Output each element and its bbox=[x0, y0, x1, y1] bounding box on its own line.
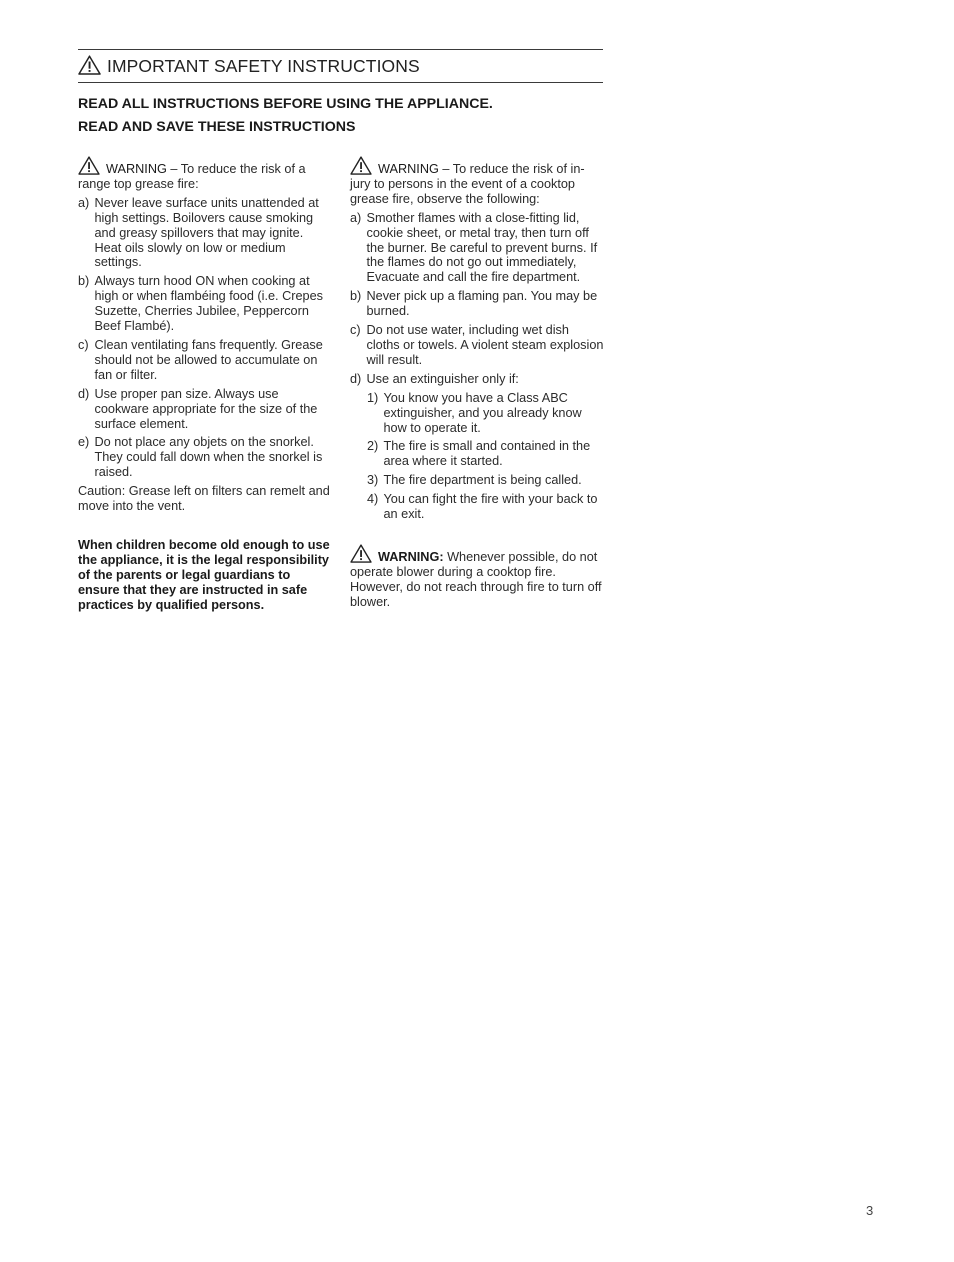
warning-label: WARNING: bbox=[378, 549, 444, 564]
item-label: c) bbox=[78, 337, 89, 352]
children-notice: When children become old enough to use the appliance, it is the legal responsibility of the parents or legal guardians to ensure that they are instructed in safe practices by qualified persons. bbox=[78, 537, 330, 612]
item-text: Never leave surface units unattended at high settings. Boilovers cause smoking and greasy spillovers that may ignite. Heat oils slowly on low or medium settings. bbox=[94, 195, 319, 270]
read-line-2: READ AND SAVE THESE INSTRUCTIONS bbox=[78, 119, 356, 135]
section-header bbox=[78, 49, 603, 83]
grease-fire-warning bbox=[78, 156, 332, 192]
sub-item-label: 3) bbox=[367, 473, 379, 488]
warning-triangle-icon bbox=[350, 156, 372, 175]
warning-text: – To reduce the risk of a range top grease fire: bbox=[78, 162, 306, 191]
item-label: c) bbox=[350, 323, 361, 338]
list-item bbox=[350, 323, 604, 368]
right-column bbox=[350, 156, 604, 614]
item-text: Clean ventilating fans frequently. Grease should not be allowed to accumulate on fan or filter. bbox=[94, 337, 323, 382]
read-instructions bbox=[78, 96, 638, 142]
list-item bbox=[78, 435, 332, 480]
item-label: d) bbox=[78, 386, 90, 401]
caution-note: Caution: Grease left on filters can remelt and move into the vent. bbox=[78, 484, 330, 514]
item-text: Do not use water, including wet dish cloths or towels. A violent steam explosion will result. bbox=[366, 323, 604, 367]
item-label: a) bbox=[78, 195, 90, 210]
list-item bbox=[78, 196, 332, 271]
item-text: Never pick up a flaming pan. You may be burned. bbox=[366, 289, 598, 319]
sub-list-item bbox=[367, 473, 604, 488]
sub-item-text: The fire department is being called. bbox=[383, 473, 582, 488]
item-label: d) bbox=[350, 371, 362, 386]
list-item bbox=[350, 211, 604, 286]
item-label: b) bbox=[78, 274, 90, 289]
sub-item-label: 1) bbox=[367, 390, 379, 405]
sub-item-label: 2) bbox=[367, 439, 379, 454]
sub-item-text: You can fight the fire with your back to an exit. bbox=[383, 492, 598, 522]
list-item bbox=[78, 274, 332, 334]
sub-item-label: 4) bbox=[367, 492, 379, 507]
warning-triangle-icon bbox=[78, 156, 100, 175]
read-line-1: READ ALL INSTRUCTIONS BEFORE USING THE APPLIANCE. bbox=[78, 96, 493, 112]
item-label: e) bbox=[78, 435, 90, 450]
item-text: Use an extinguisher only if: bbox=[366, 371, 519, 386]
item-text: Smother flames with a close-fitting lid, cookie sheet, or metal tray, then turn off the burner. Be careful to prevent burns. If the flames do not go out immediately, Evacuate and call the fire department. bbox=[366, 210, 598, 285]
sub-item-text: The fire is small and contained in the area where it started. bbox=[383, 439, 591, 469]
list-item bbox=[350, 289, 604, 319]
warning-triangle-icon bbox=[78, 55, 101, 75]
item-text: Always turn hood ON when cooking at high or when flambéing food (i.e. Crepes Suzette, Cherries Jubilee, Peppercorn Beef Flambé). bbox=[94, 274, 324, 334]
list-item bbox=[78, 387, 332, 432]
section-title: IMPORTANT SAFETY INSTRUCTIONS bbox=[107, 55, 420, 76]
sub-list-item bbox=[367, 439, 604, 469]
sub-list-item bbox=[367, 492, 604, 522]
item-text: Use proper pan size. Always use cookware appropriate for the size of the surface element. bbox=[94, 386, 318, 431]
sub-list-item bbox=[367, 391, 604, 436]
item-text: Do not place any objets on the snorkel. They could fall down when the snorkel is raised. bbox=[94, 435, 323, 480]
left-column bbox=[78, 156, 332, 612]
item-label: a) bbox=[350, 210, 362, 225]
cooktop-fire-warning bbox=[350, 156, 604, 207]
warning-text: – To reduce the risk of in-jury to persons in the event of a cooktop grease fire, observe the following: bbox=[350, 162, 585, 206]
sub-item-text: You know you have a Class ABC extinguisher, and you already know how to operate it. bbox=[383, 390, 582, 435]
warning-triangle-icon bbox=[350, 544, 372, 563]
list-item bbox=[78, 338, 332, 383]
warning-label: WARNING bbox=[378, 162, 439, 176]
list-item bbox=[350, 372, 604, 387]
warning-label: WARNING bbox=[106, 162, 167, 176]
warning-text: Whenever possible, do not operate blower during a cooktop fire. However, do not reach through fire to turn off blower. bbox=[350, 549, 602, 609]
page-number: 3 bbox=[866, 1203, 874, 1218]
blower-warning bbox=[350, 544, 604, 610]
item-label: b) bbox=[350, 289, 362, 304]
